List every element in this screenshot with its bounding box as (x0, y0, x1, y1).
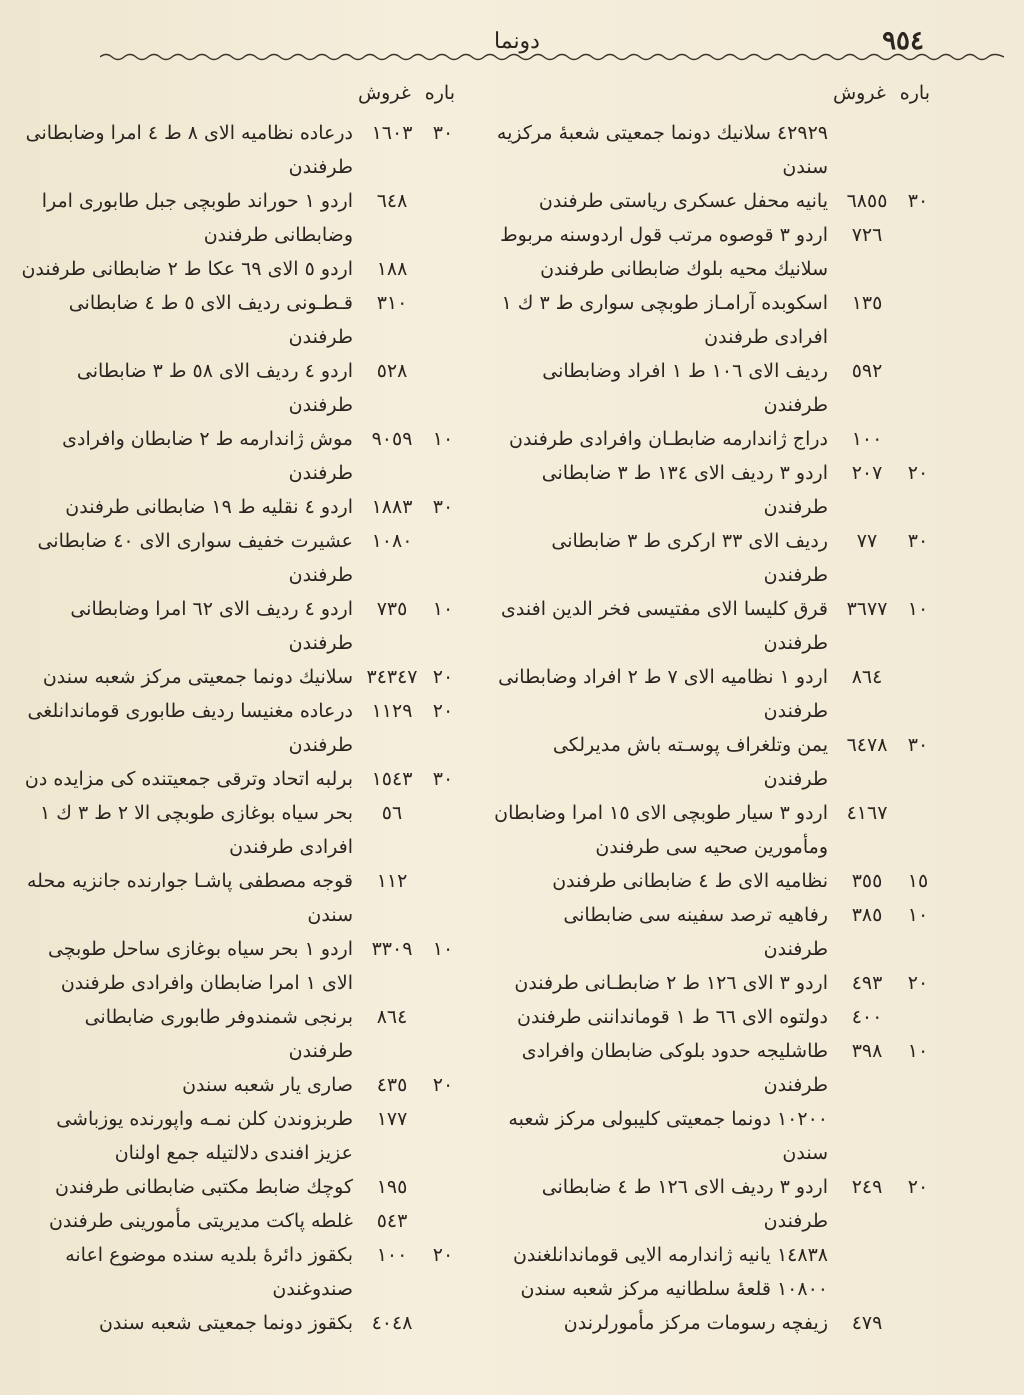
ghurush-amount: ٣٣٠٩ (371, 938, 413, 960)
ghurush-amount: ٣٩٨ (851, 1040, 883, 1062)
list-item (494, 1034, 934, 1102)
list-item (19, 490, 459, 524)
para-amount: ٢٠ (432, 666, 454, 688)
list-item (19, 422, 459, 490)
entry-description: درعاده نظاميه الای ٨ ط ٤ امرا وضابطانی طرفندن (25, 122, 353, 178)
entry-description: نظاميه الای ط ٤ ضابطانی طرفندن (552, 870, 828, 892)
entry-description: يمن وتلغراف پوسـته باش مديرلكی طرفندن (552, 734, 828, 790)
entry-description: اردو ٤ رديف الای ٥٨ ط ٣ ضابطانی طرفندن (76, 360, 353, 416)
ghurush-amount: ٧٣٥ (376, 598, 408, 620)
column-header (494, 82, 930, 112)
para-heading: باره (899, 82, 930, 104)
list-item (494, 1306, 934, 1340)
list-item (19, 524, 459, 592)
list-item (494, 354, 934, 422)
entry-description: صاری يار شعبه سندن (182, 1074, 353, 1096)
list-item (494, 456, 934, 524)
ghurush-amount: ٣١٠ (376, 292, 408, 314)
ghurush-amount: ٦٤٧٨ (846, 734, 888, 756)
ghurush-heading: غروش (832, 82, 886, 104)
para-amount: ١٠ (907, 904, 929, 926)
list-item (19, 354, 459, 422)
ghurush-amount: ٦٨٥٥ (846, 190, 888, 212)
entry-description: زيفچه رسومات مركز مأمورلرندن (563, 1312, 828, 1334)
list-item (494, 660, 934, 728)
list-item (19, 592, 459, 660)
entry-description: اردو ٣ قوصوه مرتب قول اردوسنه مربوط سلانيك محيه بلوك ضابطانی طرفندن (500, 224, 828, 280)
para-amount: ٢٠ (907, 462, 929, 484)
header-wavy-rule (100, 52, 1004, 62)
list-item (19, 252, 459, 286)
list-item (494, 728, 934, 796)
list-item (19, 660, 459, 694)
ghurush-amount: ٣٥٥ (851, 870, 883, 892)
ghurush-amount: ٣٨٥ (851, 904, 883, 926)
ghurush-amount: ١٩٥ (376, 1176, 408, 1198)
ghurush-amount: ١٨٨ (376, 258, 408, 280)
entry-description: قوجه مصطفی پاشـا جوارنده جانزيه محله سندن (27, 870, 353, 926)
entry-description: عشيرت خفيف سواری الای ٤٠ ضابطانی طرفندن (37, 530, 353, 586)
entry-description: ٤٢٩٢٩ سلانيك دونما جمعيتی شعبهٔ مركزيه سندن (496, 122, 828, 178)
ghurush-amount: ١٣٥ (851, 292, 883, 314)
ghurush-amount: ٥٩٢ (851, 360, 883, 382)
ghurush-amount: ١٧٧ (376, 1108, 408, 1130)
para-amount: ٣٠ (907, 734, 929, 756)
entry-description: اردو ٤ نقليه ط ١٩ ضابطانی طرفندن (65, 496, 353, 518)
left-column (19, 82, 459, 1340)
entry-description: قـطـونی رديف الای ٥ ط ٤ ضابطانی طرفندن (68, 292, 353, 348)
list-item (19, 1306, 459, 1340)
list-item (494, 116, 934, 184)
entry-description: ١٠٨٠٠ قلعهٔ سلطانيه مركز شعبه سندن (520, 1278, 828, 1300)
para-amount: ٣٠ (432, 122, 454, 144)
list-item (19, 932, 459, 1000)
list-item (494, 524, 934, 592)
ghurush-amount: ١١٢ (376, 870, 408, 892)
list-item (19, 1102, 459, 1170)
ghurush-amount: ٥٢٨ (376, 360, 408, 382)
entry-list (19, 116, 459, 1340)
para-amount: ٣٠ (907, 530, 929, 552)
para-amount: ١٠ (907, 598, 929, 620)
entry-description: كوچك ضابط مكتبی ضابطانی طرفندن (54, 1176, 353, 1198)
para-amount: ٣٠ (432, 768, 454, 790)
ghurush-amount: ٤٠٤٨ (371, 1312, 413, 1334)
entry-description: برنجی شمندوفر طابوری ضابطانی طرفندن (84, 1006, 353, 1062)
right-column (494, 82, 934, 1340)
para-amount: ١٠ (907, 1040, 929, 1062)
ghurush-amount: ١٠٨٠ (371, 530, 413, 552)
para-amount: ٣٠ (907, 190, 929, 212)
list-item (19, 762, 459, 796)
para-heading: باره (424, 82, 455, 104)
entry-description: موش ژاندارمه ط ٢ ضابطان وافرادی طرفندن (62, 428, 353, 484)
ghurush-amount: ١٠٠ (851, 428, 883, 450)
page-number: ٩٥٤ (882, 26, 924, 56)
list-item (494, 1000, 934, 1034)
ghurush-amount: ٤٠٠ (851, 1006, 883, 1028)
entry-description: برلبه اتحاد وترقی جمعيتنده كی مزايده دن (24, 768, 353, 790)
ghurush-amount: ٩٠٥٩ (371, 428, 413, 450)
list-item (494, 1272, 934, 1306)
list-item (494, 898, 934, 966)
list-item (19, 864, 459, 932)
list-item (494, 1102, 934, 1170)
list-item (19, 796, 459, 864)
entry-description: رديف الای ٣٣ اركری ط ٣ ضابطانی طرفندن (551, 530, 828, 586)
list-item (494, 286, 934, 354)
ghurush-amount: ٤٩٣ (851, 972, 883, 994)
entry-description: رديف الای ١٠٦ ط ١ افراد وضابطانی طرفندن (542, 360, 828, 416)
entry-description: رفاهيه ترصد سفينه سی ضابطانی طرفندن (563, 904, 828, 960)
entry-description: اردو ٣ الای ١٢٦ ط ٢ ضابطـانی طرفندن (514, 972, 828, 994)
ghurush-amount: ٦٤٨ (376, 190, 408, 212)
ghurush-amount: ٥٤٣ (376, 1210, 408, 1232)
para-amount: ١٠ (432, 938, 454, 960)
ghurush-amount: ٤٣٥ (376, 1074, 408, 1096)
para-amount: ٢٠ (432, 1244, 454, 1266)
page-title: دونما (494, 28, 540, 54)
ghurush-amount: ٥٦ (381, 802, 403, 824)
entry-description: ١٠٢٠٠ دونما جمعيتی كليبولی مركز شعبه سندن (508, 1108, 828, 1164)
ghurush-amount: ١١٢٩ (371, 700, 413, 722)
para-amount: ٢٠ (432, 1074, 454, 1096)
list-item (494, 1170, 934, 1238)
ghurush-amount: ٤١٦٧ (846, 802, 888, 824)
entry-description: سلانيك دونما جمعيتی مركز شعبه سندن (42, 666, 353, 688)
entry-description: اردو ٣ رديف الای ١٣٤ ط ٣ ضابطانی طرفندن (541, 462, 828, 518)
ghurush-amount: ١٠٠ (376, 1244, 408, 1266)
entry-description: اردو ١ نظاميه الای ٧ ط ٢ افراد وضابطانی طرفندن (498, 666, 828, 722)
list-item (19, 1204, 459, 1238)
list-item (19, 694, 459, 762)
list-item (494, 796, 934, 864)
para-amount: ٣٠ (432, 496, 454, 518)
para-amount: ٢٠ (907, 1176, 929, 1198)
list-item (19, 1000, 459, 1068)
ghurush-amount: ٨٦٤ (851, 666, 883, 688)
entry-description: اسكوبده آرامـاز طوبچی سواری ط ٣ ك ١ افرادی طرفندن (501, 292, 828, 348)
entry-description: بكقوز دونما جمعيتی شعبه سندن (98, 1312, 353, 1334)
entry-description: اردو ٣ رديف الای ١٢٦ ط ٤ ضابطانی طرفندن (541, 1176, 828, 1232)
entry-description: دولتوه الای ٦٦ ط ١ قومانداننی طرفندن (517, 1006, 828, 1028)
para-amount: ١٠ (432, 428, 454, 450)
entry-description: طاشليجه حدود بلوكی ضابطان وافرادی طرفندن (521, 1040, 828, 1096)
para-amount: ١٥ (907, 870, 929, 892)
list-item (19, 286, 459, 354)
list-item (19, 1068, 459, 1102)
ghurush-amount: ٣٤٣٤٧ (366, 666, 418, 688)
list-item (494, 218, 934, 286)
list-item (494, 184, 934, 218)
entry-description: قرق كليسا الای مفتيسی فخر الدين افندی طرفندن (501, 598, 828, 654)
list-item (19, 1238, 459, 1306)
list-item (494, 966, 934, 1000)
list-item (494, 864, 934, 898)
entry-list (494, 116, 934, 1340)
ghurush-amount: ٨٦٤ (376, 1006, 408, 1028)
list-item (494, 422, 934, 456)
list-item (19, 116, 459, 184)
entry-description: بحر سياه بوغازی طوبچی الا ٢ ط ٣ ك ١ افرادی طرفندن (39, 802, 353, 858)
ghurush-amount: ٧٢٦ (851, 224, 883, 246)
ghurush-amount: ٢٠٧ (851, 462, 883, 484)
entry-description: اردو ٤ رديف الای ٦٢ امرا وضابطانی طرفندن (70, 598, 353, 654)
entry-description: اردو ١ حوراند طوبچی جبل طابوری امرا وضابطانی طرفندن (41, 190, 353, 246)
para-amount: ٢٠ (432, 700, 454, 722)
entry-description: درعاده مغنيسا رديف طابوری قوماندانلغی طرفندن (27, 700, 353, 756)
ghurush-amount: ٢٤٩ (851, 1176, 883, 1198)
ghurush-amount: ١٦٠٣ (371, 122, 413, 144)
entry-description: ١٤٨٣٨ يانيه ژاندارمه الايی قوماندانلغندن (512, 1244, 828, 1266)
entry-description: غلطه پاكت مديريتی مأمورينی طرفندن (48, 1210, 353, 1232)
para-amount: ٢٠ (907, 972, 929, 994)
list-item (494, 1238, 934, 1272)
entry-description: اردو ٣ سيار طوبچی الای ١٥ امرا وضابطان ومأمورين صحيه سی طرفندن (494, 802, 828, 858)
ghurush-amount: ١٥٤٣ (371, 768, 413, 790)
para-amount: ١٠ (432, 598, 454, 620)
entry-description: دراج ژاندارمه ضابطـان وافرادی طرفندن (509, 428, 828, 450)
list-item (19, 1170, 459, 1204)
ghurush-amount: ٣٦٧٧ (846, 598, 888, 620)
entry-description: اردو ١ بحر سياه بوغازی ساحل طوبچی الای ١ امرا ضابطان وافرادی طرفندن (47, 938, 353, 994)
list-item (19, 184, 459, 252)
entry-description: اردو ٥ الای ٦٩ عكا ط ٢ ضابطانی طرفندن (21, 258, 353, 280)
entry-description: طربزوندن كلن نمـه واپورنده يوزباشی عزيز افندی دلالتيله جمع اولنان (56, 1108, 353, 1164)
ghurush-amount: ٧٧ (856, 530, 878, 552)
column-header (19, 82, 455, 112)
entry-description: يانيه محفل عسكری رياستی طرفندن (538, 190, 828, 212)
entry-description: بكقوز دائرهٔ بلديه سنده موضوع اعانه صندوغندن (65, 1244, 353, 1300)
ghurush-amount: ١٨٨٣ (371, 496, 413, 518)
list-item (494, 592, 934, 660)
ghurush-amount: ٤٧٩ (851, 1312, 883, 1334)
ghurush-heading: غروش (357, 82, 411, 104)
